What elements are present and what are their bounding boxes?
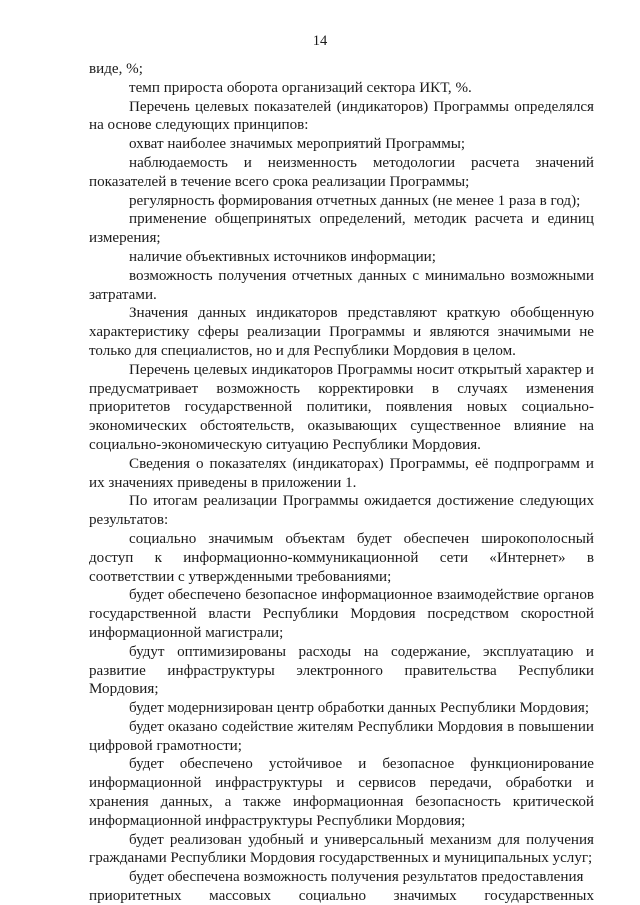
paragraph: будут оптимизированы расходы на содержание, эксплуатацию и развитие инфраструктуры электронного правительства Республики Мордовия; — [89, 643, 594, 698]
paragraph: будет модернизирован центр обработки данных Республики Мордовия; — [129, 700, 590, 717]
paragraph: охват наиболее значимых мероприятий Программы; — [129, 136, 466, 153]
page-number: 14 — [312, 33, 328, 49]
paragraph: возможность получения отчетных данных с минимально возможными затратами. — [89, 267, 594, 303]
paragraph: будет обеспечено устойчивое и безопасное функционирование информационной инфраструктуры и сервисов передачи, обработки и хранения данных, а также информационная безопасность критической информационной инфраструктуры Республики Мордовия; — [89, 756, 594, 829]
paragraph-continuation-line: приоритетных массовых социально значимых государственных — [89, 888, 594, 905]
paragraph: регулярность формирования отчетных данных (не менее 1 раза в год); — [129, 192, 581, 209]
paragraph: будет обеспечена возможность получения результатов предоставления — [129, 869, 584, 886]
paragraph: наличие объективных источников информации; — [129, 248, 436, 265]
paragraph: будет оказано содействие жителям Республики Мордовия в повышении цифровой грамотности; — [89, 718, 594, 754]
paragraph: будет реализован удобный и универсальный механизм для получения гражданами Республики Мордовия государственных и муниципальных услуг; — [89, 831, 594, 867]
paragraph: применение общепринятых определений, методик расчета и единиц измерения; — [89, 211, 594, 247]
paragraph: Значения данных индикаторов представляют краткую обобщенную характеристику сферы реализации Программы и являются значимыми не только для специалистов, но и для Республики Мордовия в целом. — [89, 305, 594, 359]
paragraph: Перечень целевых показателей (индикаторов) Программы определялся на основе следующих принципов: — [89, 98, 594, 134]
paragraph: Перечень целевых индикаторов Программы носит открытый характер и предусматривает возможность корректировки в случаях изменения приоритетов государственной политики, появления новых социально-экономических обстоятельств, оказывающих существенное влияние на социально-экономическую ситуацию Республики Мордовия. — [89, 361, 594, 453]
paragraph: социально значимым объектам будет обеспечен широкополосный доступ к информационно-коммуникационной сети «Интернет» в соответствии с утвержденными требованиями; — [89, 530, 594, 585]
document-body — [89, 60, 594, 905]
paragraph: наблюдаемость и неизменность методологии расчета значений показателей в течение всего срока реализации Программы; — [89, 154, 594, 190]
paragraph: темп прироста оборота организаций сектора ИКТ, %. — [129, 79, 472, 96]
paragraph: виде, %; — [89, 61, 143, 77]
paragraph: Сведения о показателях (индикаторах) Программы, её подпрограмм и их значениях приведены в приложении 1. — [89, 455, 594, 491]
paragraph: По итогам реализации Программы ожидается достижение следующих результатов: — [89, 493, 594, 529]
paragraph: будет обеспечено безопасное информационное взаимодействие органов государственной власти Республики Мордовия посредством скоростной информационной магистрали; — [89, 587, 594, 641]
